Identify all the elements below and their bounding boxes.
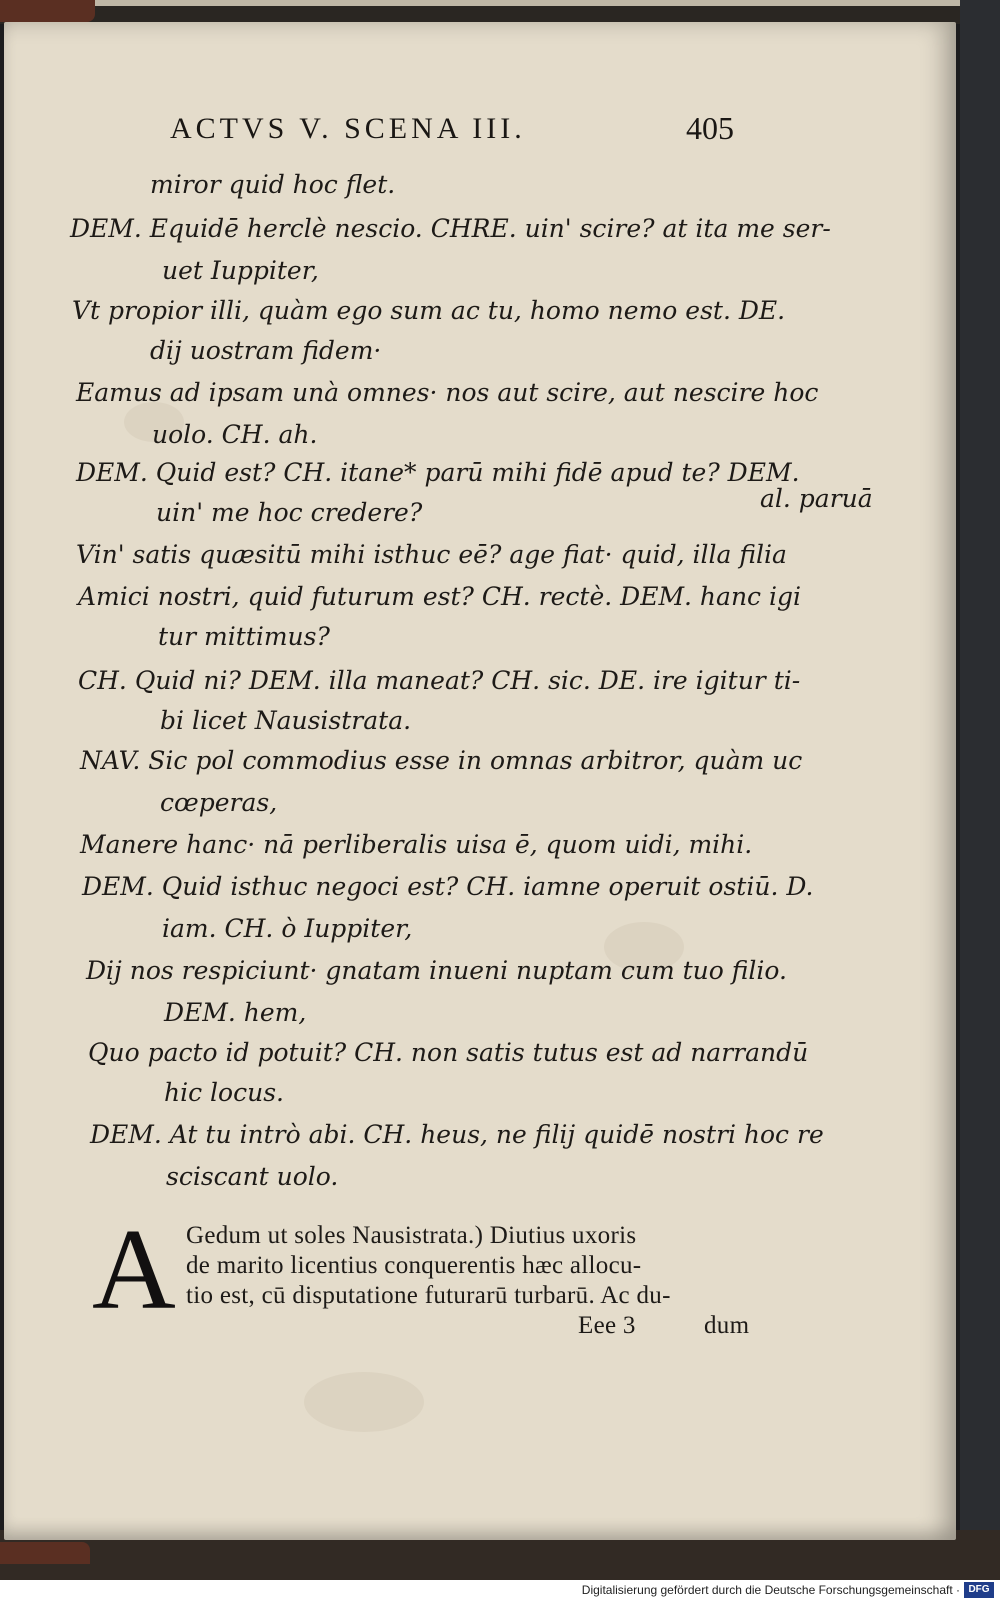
text-line: sciscant uolo. (166, 1162, 339, 1191)
text-line: miror quid hoc flet. (150, 170, 396, 199)
running-head: ACTVS V. SCENA III. (170, 112, 526, 145)
text-line: DEM. Quid isthuc negoci est? CH. iamne operuit ostiū. D. (82, 872, 814, 901)
text-line: DEM. hem, (164, 998, 307, 1027)
commentary-line: tio est, cū disputatione futurarū turbarū. Ac du- (186, 1282, 671, 1309)
text-line: cœperas, (160, 788, 278, 817)
text-line: Dij nos respiciunt· gnatam inueni nuptam cum tuo filio. (86, 956, 787, 985)
text-line: iam. CH. ò Iuppiter, (162, 914, 413, 943)
text-line: Quo pacto id potuit? CH. non satis tutus est ad narrandū (88, 1038, 809, 1067)
marginal-note: al. paruā (760, 484, 873, 513)
text-line: dij uostram fidem· (150, 336, 382, 365)
paper-stain (304, 1372, 424, 1432)
funding-credit: Digitalisierung gefördert durch die Deutsche Forschungsgemeinschaft · (581, 1583, 960, 1597)
text-line: uet Iuppiter, (162, 256, 319, 285)
page-top-edge (0, 0, 1000, 6)
text-line: DEM. At tu intrò abi. CH. heus, ne filij quidē nostri hoc re (90, 1120, 824, 1149)
catchword: dum (704, 1312, 750, 1339)
text-line: bi licet Nausistrata. (160, 706, 412, 735)
text-line: CH. Quid ni? DEM. illa maneat? CH. sic. DE. ire igitur ti- (78, 666, 801, 695)
text-line: Vin' satis quæsitū mihi isthuc eē? age fiat· quid, illa filia (76, 540, 787, 569)
text-line: Eamus ad ipsam unà omnes· nos aut scire, aut nescire hoc (76, 378, 819, 407)
dfg-logo: DFG (964, 1582, 994, 1598)
text-line: hic locus. (164, 1078, 284, 1107)
text-line: Manere hanc· nā perliberalis uisa ē, quom uidi, mihi. (80, 830, 753, 859)
text-line: tur mittimus? (158, 622, 330, 651)
text-line: uin' me hoc credere? (156, 498, 423, 527)
commentary-line: Gedum ut soles Nausistrata.) Diutius uxoris (186, 1222, 637, 1249)
text-line: Vt propior illi, quàm ego sum ac tu, homo nemo est. DE. (72, 296, 786, 325)
text-line: DEM. Quid est? CH. itane* parū mihi fidē apud te? DEM. (76, 458, 800, 487)
book-binding-right (960, 0, 1000, 1580)
decorated-initial: A (92, 1206, 176, 1334)
signature-mark: Eee 3 (578, 1312, 636, 1339)
binding-corner-top (0, 0, 95, 22)
page-number: 405 (686, 110, 734, 146)
binding-corner-bottom (0, 1542, 90, 1564)
text-line: uolo. CH. ah. (152, 420, 318, 449)
text-line: Amici nostri, quid futurum est? CH. rectè. DEM. hanc igi (78, 582, 801, 611)
text-line: DEM. Equidē herclè nescio. CHRE. uin' scire? at ita me ser- (70, 214, 831, 243)
text-line: NAV. Sic pol commodius esse in omnas arbitror, quàm uc (80, 746, 803, 775)
commentary-line: de marito licentius conquerentis hæc allocu- (186, 1252, 642, 1279)
